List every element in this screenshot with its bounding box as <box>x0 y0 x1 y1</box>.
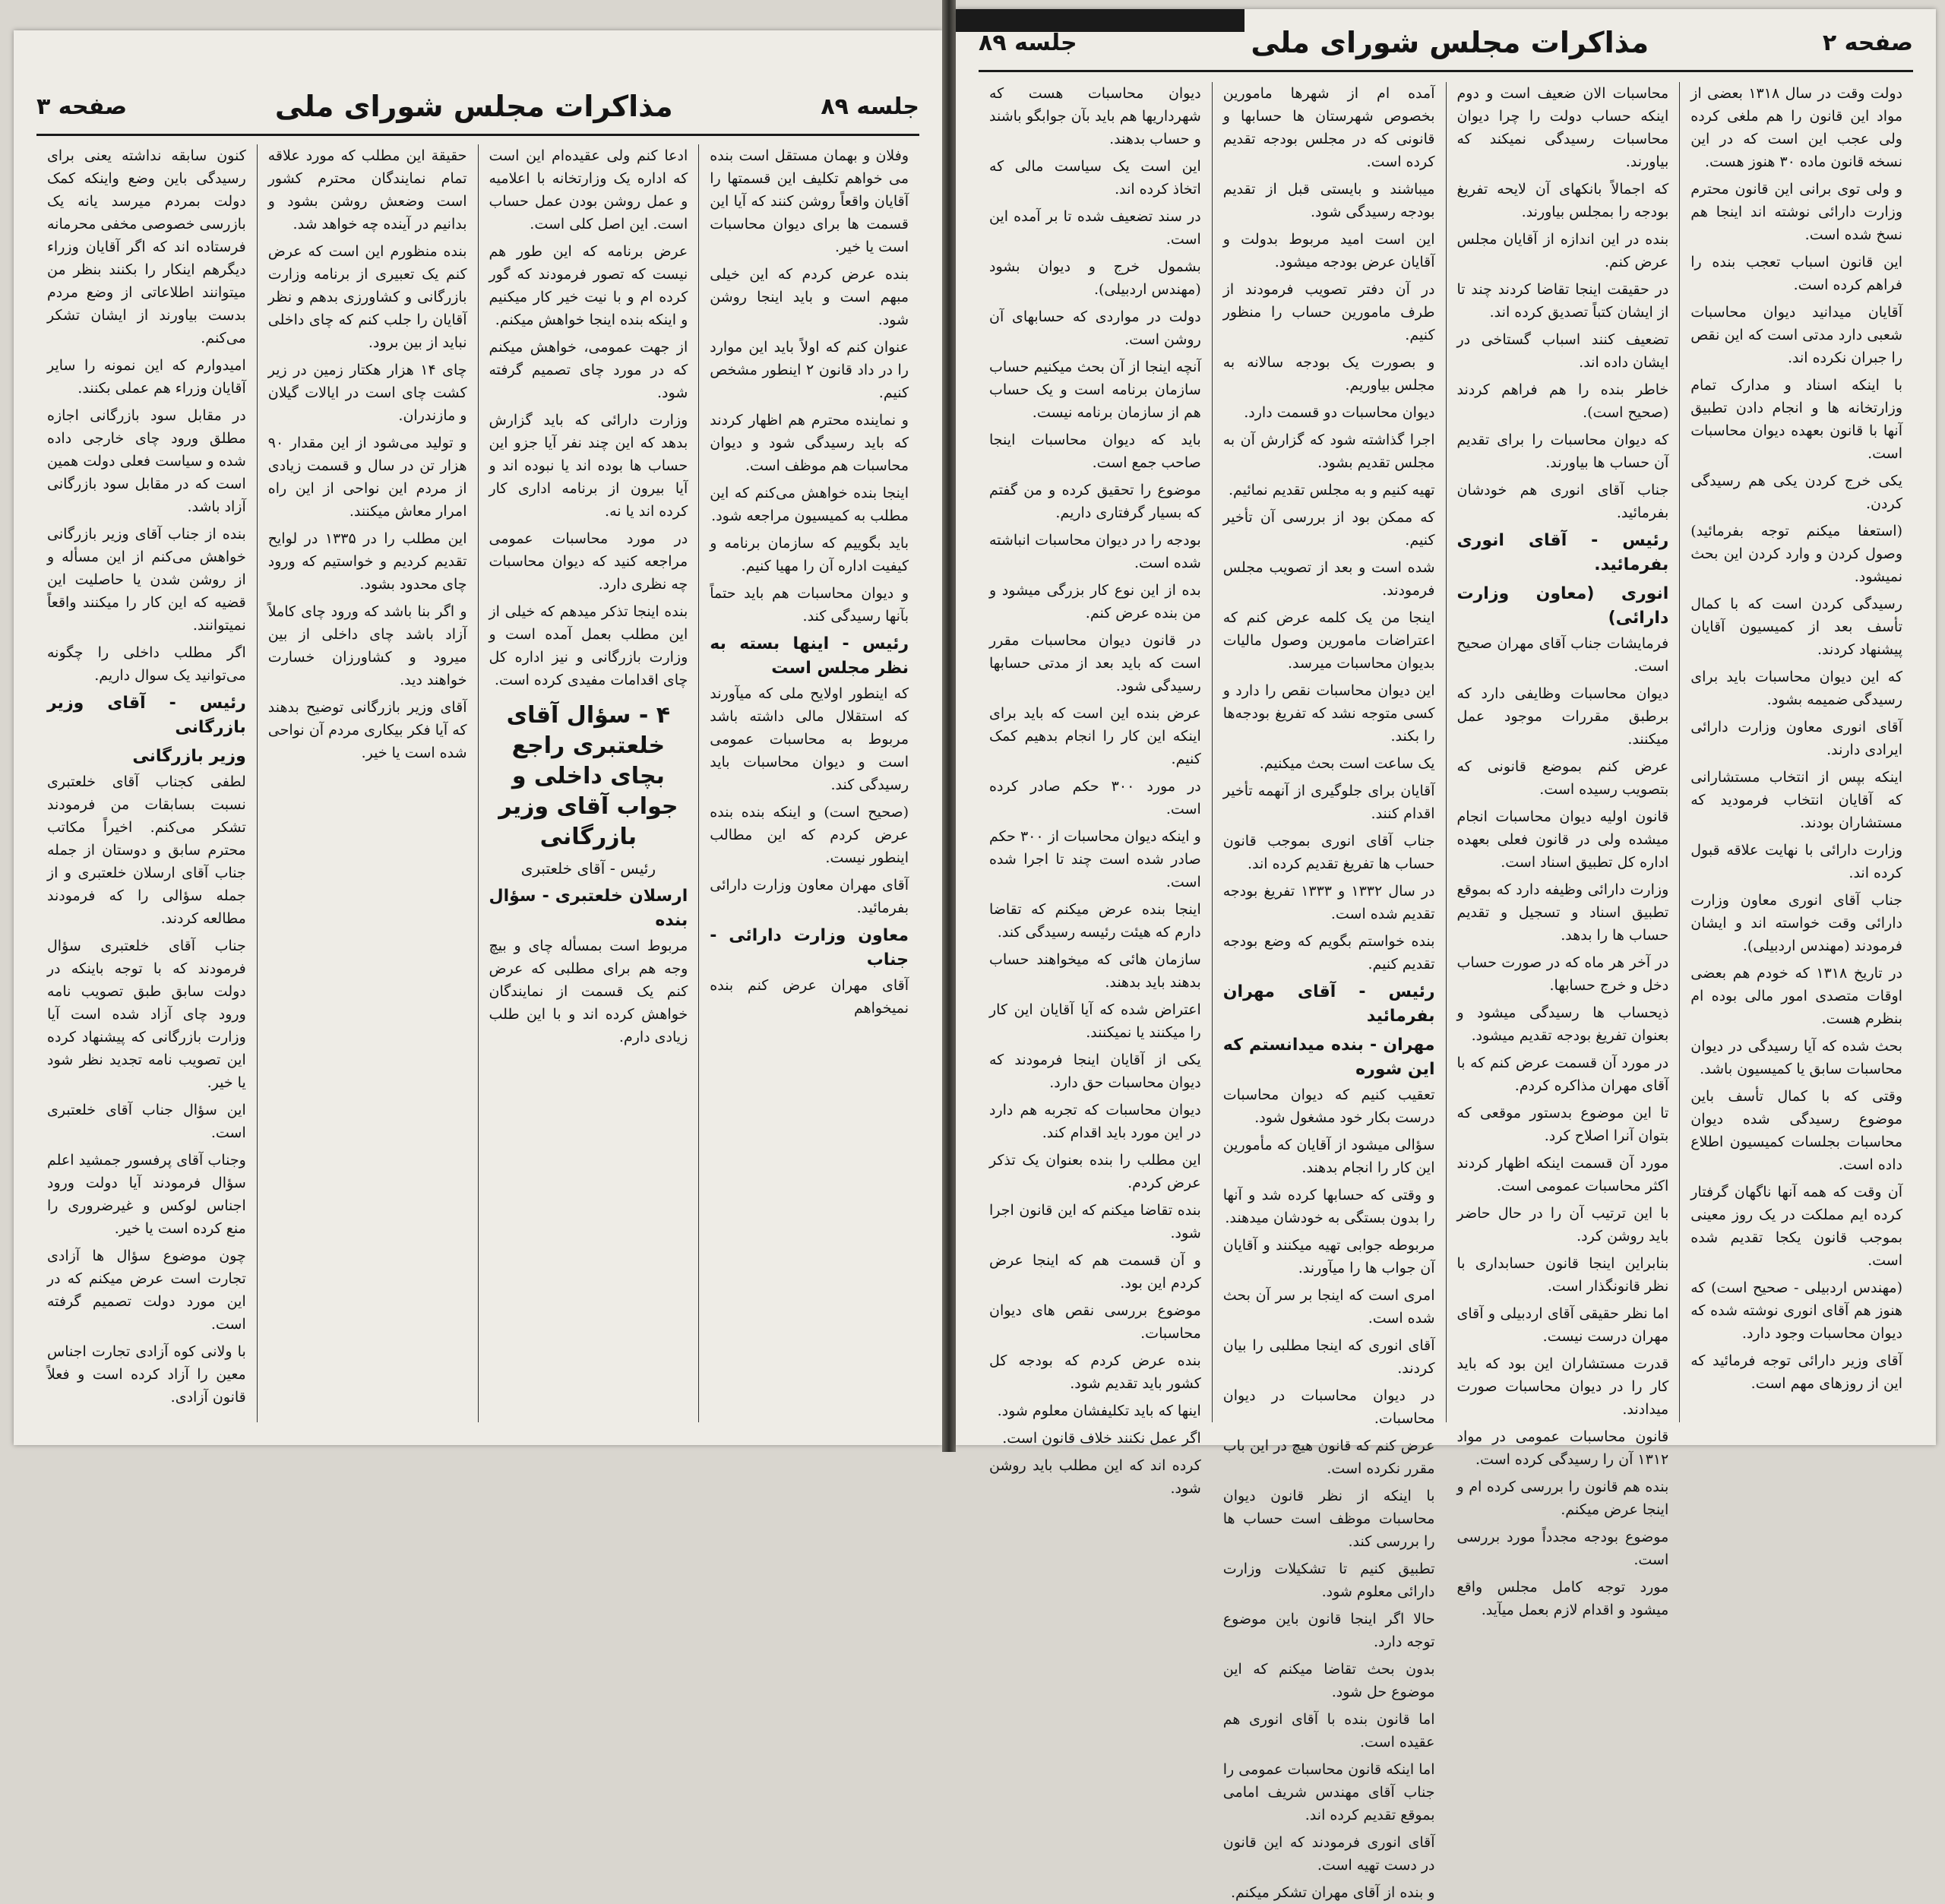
paragraph: این قانون اسباب تعجب بنده را فراهم کرده است. <box>1690 254 1902 293</box>
paragraph: این دیوان محاسبات نقص را دارد و کسی متوجه نشد که تفریغ بودجه‌ها را بکند. <box>1222 682 1435 745</box>
paragraph: مربوط است بمسأله چای و بیچ وجه هم برای مطلبی که عرض کنم یک قسمت از نمایندگان خواهش کرده اند و با این طلب زیادی دارم. <box>489 938 688 1045</box>
paragraph: بشمول خرج و دیوان بشود (مهندس اردبیلی). <box>989 258 1201 298</box>
paragraph: اینجا بنده خواهش می‌کنم که این مطلب به کمیسیون مراجعه شود. <box>710 485 909 524</box>
paragraph: تا این موضوع بدستور موقعی که بتوان آنرا اصلاح کرد. <box>1456 1105 1669 1144</box>
paragraph: آقای مهران عرض کنم بنده نمیخواهم <box>710 977 909 1017</box>
paragraph: عرض برنامه که این طور هم نیست که تصور فرمودند که گور کرده ام و با نیت خیر کار میکنیم و اینکه بنده اینجا خواهش میکنم. <box>489 243 688 328</box>
paragraph: که ممکن بود از بررسی آن تأخیر کنیم. <box>1222 509 1435 549</box>
paragraph: بودجه را در دیوان محاسبات انباشته شده است. <box>989 532 1201 571</box>
paragraph: که این دیوان محاسبات باید برای رسیدگی ضمیمه بشود. <box>1690 669 1902 708</box>
paragraph: با ولانی کوه آزادی تجارت اجناس معین را آزاد کرده است و فعلاً قانون آزادی. <box>47 1343 246 1406</box>
paragraph: تطبیق کنیم تا تشکیلات وزارت دارائی معلوم شود. <box>1222 1561 1435 1600</box>
paragraph: بدون بحث تقاضا میکنم که این موضوع حل شود. <box>1222 1661 1435 1700</box>
paragraph: و نماینده محترم هم اظهار کردند که باید رسیدگی شود و دیوان محاسبات هم موظف است. <box>710 412 909 474</box>
paragraph: اگر عمل نکنند خلاف قانون است. <box>1002 1430 1201 1447</box>
paragraph: بنده تقاضا میکنم که این قانون اجرا شود. <box>989 1202 1201 1241</box>
paragraph: آمده ام از شهرها مامورین بخصوص شهرستان ها حسابها و قانونی که در مجلس بودجه تقدیم کرده است. <box>1222 85 1435 170</box>
speaker-heading: رئیس - آقای خلعتبری <box>520 859 656 878</box>
paragraph: امیدوارم که این نمونه را سایر آقایان وزراء هم عملی بکنند. <box>47 357 246 397</box>
paragraph: این است یک سیاست مالی که اتخاذ کرده اند. <box>989 158 1201 198</box>
paragraph: آقای وزیر بازرگانی توضیح بدهند که آیا فکر بیکاری مردم آن نواحی شده است یا خیر. <box>267 699 467 761</box>
paragraph: آقای انوری معاون وزارت دارائی ایرادی دارند. <box>1690 719 1902 758</box>
paragraph: موضوع را تحقیق کرده و من گفتم که بسیار گرفتاری داریم. <box>989 482 1201 521</box>
paragraph: اما اینکه قانون محاسبات عمومی را جناب آقای مهندس شریف امامی بموقع تقدیم کرده اند. <box>1222 1761 1435 1823</box>
paragraph: با اینکه اسناد و مدارک تمام وزارتخانه ها و انجام دادن تطبیق آنها با قانون بعهده دیوان محاسبات است. <box>1690 377 1902 462</box>
left-page-title: مذاکرات مجلس شورای ملی <box>274 90 673 123</box>
paragraph: در حقیقت اینجا تقاضا کردند چند تا از ایشان کتباً تصدیق کرده اند. <box>1456 281 1669 321</box>
paragraph: حالا اگر اینجا قانون باین موضوع توجه دارد. <box>1222 1611 1435 1650</box>
paragraph: با اینکه از نظر قانون دیوان محاسبات موظف است حساب ها را بررسی کند. <box>1222 1488 1435 1550</box>
paragraph: آن وقت که همه آنها ناگهان گرفتار کرده ایم مملکت در یک روز معینی بموجب قانون یکجا تقدیم شده است. <box>1690 1184 1902 1269</box>
paragraph: اینکه بپس از انتخاب مستشارانی که آقایان انتخاب فرمودید که مستشاران بودند. <box>1690 769 1902 831</box>
paragraph: این مطلب را در ۱۳۳۵ در لوایح تقدیم کردیم و خواستیم که ورود چای محدود بشود. <box>267 530 467 593</box>
paragraph: تهیه کنیم و به مجلس تقدیم نمائیم. <box>1228 482 1435 498</box>
speaker-heading: وزیر بازرگانی <box>132 747 246 766</box>
paragraph: در مورد محاسبات عمومی مراجعه کنید که دیوان محاسبات چه نظری دارد. <box>489 530 688 593</box>
right-page-header <box>979 15 1913 72</box>
paragraph: در سند تضعیف شده تا بر آمده این است. <box>989 208 1201 248</box>
paragraph: قدرت مستشاران این بود که باید کار را در دیوان محاسبات صورت میدادند. <box>1456 1355 1669 1418</box>
right-page-number: صفحه ۲ <box>1822 29 1913 56</box>
paragraph: جناب آقای انوری هم خودشان بفرمائید. <box>1456 482 1669 521</box>
speaker-heading: رئیس - اینها بسته به نظر مجلس است <box>710 634 909 678</box>
right-column-2 <box>1447 82 1681 1618</box>
paragraph: این است امید مربوط بدولت و آقایان عرض بودجه میشود. <box>1222 231 1435 270</box>
paragraph: (صحیح است) و اینکه بنده بنده عرض کردم که این مطالب اینطور نیست. <box>710 804 909 866</box>
paragraph: عرض بنده این است که باید برای اینکه این کار را انجام بدهیم کمک کنیم. <box>989 705 1201 767</box>
paragraph: بنده خواستم بگویم که وضع بودجه تقدیم کنیم. <box>1222 933 1435 973</box>
paragraph: اگر مطلب داخلی را چگونه می‌توانید یک سوال داریم. <box>47 644 246 684</box>
paragraph: سؤالی میشود از آقایان که مأمورین این کار را انجام بدهند. <box>1222 1137 1435 1176</box>
right-page-columns <box>979 82 1913 1901</box>
right-session-number: جلسه ۸۹ <box>979 29 1077 56</box>
paragraph: در مورد ۳۰۰ حکم صادر کرده است. <box>989 778 1201 818</box>
book-spine <box>942 0 956 1452</box>
paragraph: و تولید می‌شود از این مقدار ۹۰ هزار تن در سال و قسمت زیادی از مردم این نواحی از این راه امرار معاش میکنند. <box>267 435 467 520</box>
paragraph: آقای مهران معاون وزارت دارائی بفرمائید. <box>710 877 909 916</box>
paragraph: وقتی که با کمال تأسف باین موضوع رسیدگی شده دیوان محاسبات بجلسات کمیسیون اطلاع داده است. <box>1690 1088 1902 1173</box>
paragraph: موضوع بررسی نقص های دیوان محاسبات. <box>989 1302 1201 1342</box>
paragraph: امری است که اینجا بر سر آن بحث شده است. <box>1222 1287 1435 1327</box>
paragraph: مورد آن قسمت اینکه اظهار کردند اکثر محاسبات عمومی است. <box>1456 1155 1669 1194</box>
paragraph: اینجا بنده عرض میکنم که تقاضا دارم که هیئت رئیسه رسیدگی کند. <box>989 901 1201 941</box>
paragraph: بنده عرض کردم که این خیلی مبهم است و باید اینجا روشن شود. <box>710 266 909 328</box>
paragraph: بنده از جناب آقای وزیر بازرگانی خواهش می‌کنم از این مسأله و از روشن شدن یا حاصلیت این قضیه که این کار را میکنند واقعاً نمیتوانند. <box>47 526 246 634</box>
paragraph: قانون اولیه دیوان محاسبات انجام میشده ولی در قانون فعلی بعهده اداره کل تطبیق اسناد است. <box>1456 808 1669 871</box>
paragraph: بنده هم قانون را بررسی کرده ام و اینجا عرض میکنم. <box>1456 1479 1669 1518</box>
paragraph: دیوان محاسبات که تجربه هم دارد در این مورد باید اقدام کند. <box>989 1102 1201 1141</box>
paragraph: در قانون دیوان محاسبات مقرر است که باید بعد از مدتی حسابها رسیدگی شود. <box>989 632 1201 694</box>
section-heading: ۴ - سؤال آقای خلعتبری راجع بچای داخلی و جواب آقای وزیر بازرگانی <box>498 702 678 850</box>
paragraph: محاسبات الان ضعیف است و دوم اینکه حساب دولت را چرا دیوان محاسبات رسیدگی نمیکند که بیاورند. <box>1456 85 1669 170</box>
paragraph: بنده اینجا تذکر میدهم که خیلی از این مطلب بعمل آمده است و وزارت بازرگانی و نیز اداره کل چای اقدامات مفیدی کرده است. <box>489 603 688 688</box>
paragraph: رسیدگی کردن است که با کمال تأسف بعد از کمیسیون آقایان پیشنهاد کردند. <box>1690 596 1902 658</box>
speaker-heading: رئیس - آقای انوری بفرمائید. <box>1456 531 1669 574</box>
paragraph: حقیقة این مطلب که مورد علاقه تمام نمایندگان محترم کشور است وضعش روشن بشود و بدانیم در آینده چه خواهد شد. <box>267 147 467 232</box>
paragraph: دیوان محاسبات هست که شهرداریها هم باید بآن جوابگو باشند و حساب بدهند. <box>989 85 1201 147</box>
paragraph: تضعیف کنند اسباب گستاخی در ایشان داده اند. <box>1456 331 1669 371</box>
paragraph: شده است و بعد از تصویب مجلس فرمودند. <box>1222 559 1435 599</box>
paragraph: سازمان هائی که میخواهند حساب بدهند باید بدهند. <box>989 951 1201 991</box>
paragraph: آقای وزیر دارائی توجه فرمائید که این از روزهای مهم است. <box>1690 1352 1902 1392</box>
paragraph: عنوان کنم که اولاً باید این موارد را در داد قانون ۲ اینطور مشخص کنیم. <box>710 339 909 401</box>
paragraph: چون موضوع سؤال ها آزادی تجارت است عرض میکنم که در این مورد دولت تصمیم گرفته است. <box>47 1248 246 1333</box>
paragraph: بنده عرض کردم که بودجه کل کشور باید تقدیم شود. <box>989 1352 1201 1392</box>
right-column-4 <box>979 82 1213 1497</box>
paragraph: بنده منظورم این است که عرض کنم یک تعبیری از برنامه وزارت بازرگانی و کشاورزی بدهم و نظر آقایان را جلب کنم که چای داخلی نباید از بین برود. <box>267 243 467 351</box>
speaker-heading: رئیس - آقای وزیر بازرگانی <box>47 694 246 737</box>
right-page <box>956 9 1936 1901</box>
paragraph: در دیوان محاسبات در دیوان محاسبات. <box>1222 1387 1435 1427</box>
paragraph: و دیوان محاسبات هم باید حتماً بآنها رسیدگی کند. <box>710 585 909 625</box>
paragraph: جناب آقای انوری بموجب قانون حساب ها تفریغ تقدیم کرده اند. <box>1222 833 1435 872</box>
left-page <box>14 30 942 1445</box>
paragraph: در تاریخ ۱۳۱۸ که خودم هم بعضی اوقات متصدی امور مالی بوده ام بنظرم هست. <box>1690 965 1902 1027</box>
left-column-2 <box>479 144 700 1422</box>
paragraph: و بنده از آقای مهران تشکر میکنم. <box>1230 1884 1435 1901</box>
paragraph: یک ساعت است بحث میکنیم. <box>1259 755 1435 772</box>
left-page-number: صفحه ۳ <box>36 93 128 120</box>
paragraph: موضوع بودجه مجدداً مورد بررسی است. <box>1456 1529 1669 1568</box>
paragraph: دولت وقت در سال ۱۳۱۸ بعضی از مواد این قانون را هم ملغی کرده ولی عجب این است که در این نسخه قانون ماده ۳۰ هنوز هست. <box>1690 85 1902 170</box>
left-column-4 <box>36 144 258 1422</box>
right-column-3 <box>1213 82 1447 1901</box>
paragraph: مورد توجه کامل مجلس واقع میشود و اقدام لازم بعمل میآید. <box>1456 1579 1669 1618</box>
paragraph: آقایان برای جلوگیری از آنهمه تأخیر اقدام کنند. <box>1222 783 1435 822</box>
paragraph: عرض کنم بموضع قانونی که بتصویب رسیده است. <box>1456 758 1669 798</box>
paragraph: باید که دیوان محاسبات اینجا صاحب جمع است. <box>989 432 1201 471</box>
paragraph: و وقتی که حسابها کرده شد و آنها را بدون بستگی به خودشان میدهند. <box>1222 1187 1435 1226</box>
paragraph: وزارت دارائی با نهایت علاقه قبول کرده اند. <box>1690 842 1902 881</box>
right-column-1 <box>1680 82 1913 1422</box>
paragraph: دولت در مواردی که حسابهای آن روشن است. <box>989 308 1201 348</box>
paragraph: جناب آقای خلعتبری سؤال فرمودند که با توجه باینکه در دولت سابق طبق تصویب نامه ورود چای آزاد شده است آیا وزارت بازرگانی که پیشنهاد کرده این تصویب نامه تجدید نظر شود یا خیر. <box>47 938 246 1091</box>
left-page-columns <box>36 144 919 1422</box>
paragraph: جناب آقای انوری معاون وزارت دارائی وقت خواسته اند و ایشان فرمودند (مهندس اردبیلی). <box>1690 892 1902 954</box>
paragraph: و اگر بنا باشد که ورود چای کاملاً آزاد باشد چای داخلی از بین میرود و کشاورزان خسارت خواهند دید. <box>267 603 467 688</box>
paragraph: دیوان محاسبات وظایفی دارد که برطبق مقررات موجود عمل میکنند. <box>1456 685 1669 748</box>
paragraph: در سال ۱۳۳۲ و ۱۳۳۳ تفریغ بودجه تقدیم شده است. <box>1222 883 1435 922</box>
paragraph: و ولی توی برانی این قانون محترم وزارت دارائی نوشته اند اینجا هم نسخ شده است. <box>1690 181 1902 243</box>
paragraph: قانون محاسبات عمومی در مواد ۱۳۱۲ آن را رسیدگی کرده است. <box>1456 1428 1669 1468</box>
left-column-1 <box>699 144 919 1422</box>
paragraph: یکی از آقایان اینجا فرمودند که دیوان محاسبات حق دارد. <box>989 1052 1201 1091</box>
paragraph: چای ۱۴ هزار هکتار زمین در زیر کشت چای است در ایالات گیلان و مازندران. <box>267 362 467 424</box>
paragraph: در آخر هر ماه که در صورت حساب دخل و خرج حسابها. <box>1456 954 1669 994</box>
paragraph: (مهندس اردبیلی - صحیح است) که هنوز هم آقای انوری نوشته شده که دیوان محاسبات وجود دارد. <box>1690 1279 1902 1342</box>
speaker-heading: ارسلان خلعتبری - سؤال بنده <box>489 887 688 930</box>
paragraph: اینها که باید تکلیفشان معلوم شود. <box>997 1403 1201 1419</box>
paragraph: بده از این نوع کار بزرگی میشود و من بنده عرض کنم. <box>989 582 1201 621</box>
paragraph: عرض کنم که قانون هیچ در این باب مقرر نکرده است. <box>1222 1437 1435 1477</box>
paragraph: در آن دفتر تصویب فرمودند از طرف مامورین حساب را منظور کنیم. <box>1222 281 1435 343</box>
paragraph: وفلان و بهمان مستقل است بنده می خواهم تکلیف این قسمتها را آقایان واقعاً روشن کنند که آیا این قسمت ها برای دیوان محاسبات است یا خیر. <box>710 147 909 255</box>
paragraph: و بصورت یک بودجه سالانه به مجلس بیاوریم. <box>1222 354 1435 394</box>
paragraph: دیوان محاسبات دو قسمت دارد. <box>1244 404 1435 421</box>
paragraph: که اجمالاً بانکهای آن لایحه تفریغ بودجه را بمجلس بیاورند. <box>1456 181 1669 220</box>
paragraph: وزارت دارائی وظیفه دارد که بموقع تطبیق اسناد و تسجیل و تقدیم حساب ها را بدهد. <box>1456 881 1669 944</box>
paragraph: و آن قسمت هم که اینجا عرض کردم این بود. <box>989 1252 1201 1292</box>
left-page-header <box>36 79 919 136</box>
paragraph: مربوطه جوابی تهیه میکنند و آقایان آن جواب ها را میآورند. <box>1222 1237 1435 1276</box>
paragraph: ادعا کنم ولی عقیده‌ام این است که اداره یک وزارتخانه با اعلامیه و عمل روشن بودن عمل حساب است. این اصل کلی است. <box>489 147 688 232</box>
paragraph: آقای انوری که اینجا مطلبی را بیان کردند. <box>1222 1337 1435 1377</box>
paragraph: اینجا من یک کلمه عرض کنم که اعتراضات مامورین وصول مالیات بدیوان محاسبات میرسد. <box>1222 609 1435 672</box>
paragraph: وجناب آقای پرفسور جمشید اعلم سؤال فرمودند آیا دولت ورود اجناس لوکس و غیرضروری را منع کرده است یا خیر. <box>47 1152 246 1237</box>
paragraph: آقای انوری فرمودند که این قانون در دست تهیه است. <box>1222 1834 1435 1874</box>
left-session-number: جلسه ۸۹ <box>821 93 919 120</box>
paragraph: کرده اند که این مطلب باید روشن شود. <box>989 1457 1201 1497</box>
paragraph: اما نظر حقیقی آقای اردبیلی و آقای مهران درست نیست. <box>1456 1305 1669 1345</box>
paragraph: میباشند و بایستی قبل از تقدیم بودجه رسیدگی شود. <box>1222 181 1435 220</box>
paragraph: خاطر بنده را هم فراهم کردند (صحیح است). <box>1456 381 1669 421</box>
paragraph: و اینکه دیوان محاسبات از ۳۰۰ حکم صادر شده است چند تا اجرا شده است. <box>989 828 1201 890</box>
paragraph: از جهت عمومی، خواهش میکنم که در مورد چای تصمیم گرفته شود. <box>489 339 688 401</box>
paragraph: باید بگوییم که سازمان برنامه و کیفیت اداره آن را مهیا کنیم. <box>710 535 909 574</box>
paragraph: در مقابل سود بازرگانی اجازه مطلق ورود چای خارجی داده شده و سیاست فعلی دولت همین است که در مقابل سود بازرگانی آزاد باشد. <box>47 407 246 515</box>
paragraph: فرمایشات جناب آقای مهران صحیح است. <box>1456 635 1669 675</box>
right-page-title: مذاکرات مجلس شورای ملی <box>1251 26 1649 59</box>
paragraph: در مورد آن قسمت عرض کنم که با آقای مهران مذاکره کردم. <box>1456 1055 1669 1094</box>
paragraph: آنچه اینجا از آن بحث میکنیم حساب سازمان برنامه است و یک حساب هم از سازمان برنامه نیست. <box>989 359 1201 421</box>
paragraph: با این ترتیب آن را در حال حاضر باید روشن کرد. <box>1456 1205 1669 1245</box>
paragraph: لطفی کجناب آقای خلعتبری نسبت بسابقات من فرمودند تشکر می‌کنم. اخیراً مکاتب محترم سابق و دوستان از جمله جناب آقای ارسلان خلعتبری و از جمله سؤالی را که فرمودند مطالعه کردند. <box>47 773 246 927</box>
paragraph: که اینطور اولایح ملی که میآورند که استقلال مالی داشته باشد مربوط به محاسبات عمومی است و دیوان محاسبات باید رسیدگی کند. <box>710 685 909 793</box>
speaker-heading: انوری (معاون وزارت دارائی) <box>1456 584 1669 628</box>
paragraph: ذیحساب ها رسیدگی میشود و بعنوان تفریغ بودجه تقدیم میشود. <box>1456 1004 1669 1044</box>
paragraph: بنابراین اینجا قانون حسابداری با نظر قانونگذار است. <box>1456 1255 1669 1295</box>
speaker-heading: مهران - بنده میدانستم که این شوره <box>1222 1036 1435 1079</box>
paragraph: (استعفا میکنم توجه بفرمائید) وصول کردن و وارد کردن این بحث نمیشود. <box>1690 523 1902 585</box>
paragraph: آقایان میدانید دیوان محاسبات شعبی دارد مدتی است که این نقص را جبران نکرده اند. <box>1690 304 1902 366</box>
paragraph: اما قانون بنده با آقای انوری هم عقیده است. <box>1222 1711 1435 1751</box>
speaker-heading: معاون وزارت دارائی - جناب <box>710 926 909 969</box>
paragraph: وزارت دارائی که باید گزارش بدهد که این چند نفر آیا جزو این حساب ها بوده اند یا نبوده اند و آیا بیرون از برنامه اداری کار کرده اند یا نه. <box>489 412 688 520</box>
paragraph: یکی خرج کردن یکی هم رسیدگی کردن. <box>1690 473 1902 512</box>
paragraph: اجرا گذاشته شود که گزارش آن به مجلس تقدیم بشود. <box>1222 432 1435 471</box>
speaker-heading: رئیس - آقای مهران بفرمائید <box>1222 982 1435 1026</box>
paragraph: این مطلب را بنده بعنوان یک تذکر عرض کردم. <box>989 1152 1201 1191</box>
paragraph: اعتراض شده که آیا آقایان این کار را میکنند یا نمیکنند. <box>989 1001 1201 1041</box>
paragraph: این سؤال جناب آقای خلعتبری است. <box>47 1102 246 1141</box>
paragraph: بنده در این اندازه از آقایان مجلس عرض کنم. <box>1456 231 1669 270</box>
left-column-3 <box>258 144 479 1422</box>
paragraph: کنون سابقه نداشته یعنی برای رسیدگی باین وضع واینکه کمک دولت بمردم میرسد یانه یک بازرسی خصوصی مخفی محرمانه فرستاده اند که اگر آقایان وزراء دیگرهم اینکار را بکنند بنظر من میتوانند اطلاعاتی از وضع مردم بدست بیاورند از ایشان تشکر می‌کنم. <box>47 147 246 346</box>
paragraph: بحث شده که آیا رسیدگی در دیوان محاسبات سابق یا کمیسیون باشد. <box>1690 1038 1902 1077</box>
paragraph: تعقیب کنیم که دیوان محاسبات درست بکار خود مشغول شود. <box>1222 1086 1435 1126</box>
paragraph: که دیوان محاسبات را برای تقدیم آن حساب ها بیاورند. <box>1456 432 1669 471</box>
